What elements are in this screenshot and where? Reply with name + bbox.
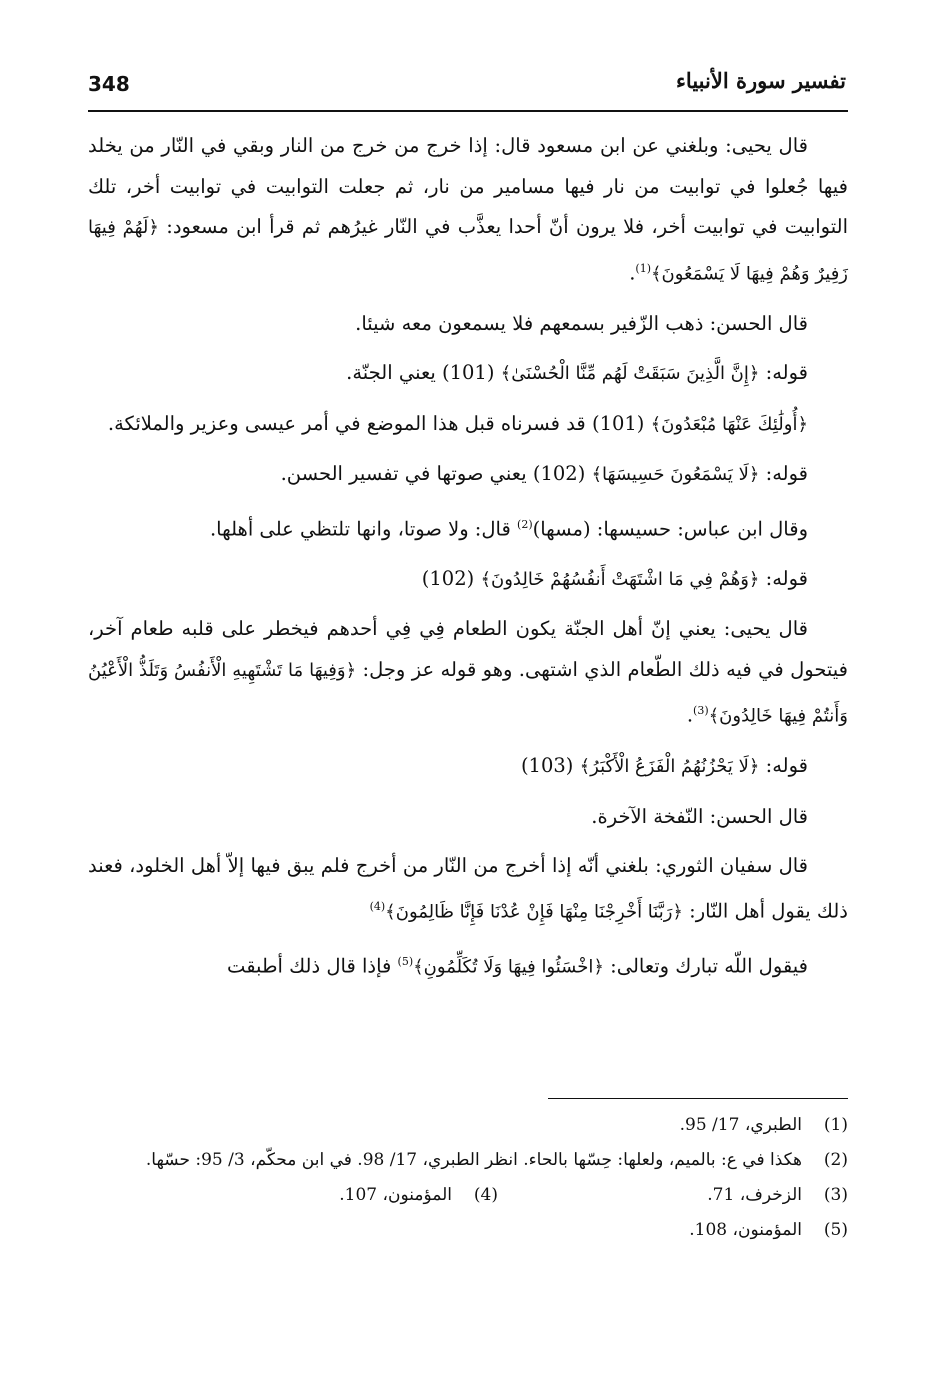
quran-verse: ﴿لَا يَحْزُنُهُمُ الْفَزَعُ الْأَكْبَرُ﴾ [579, 756, 760, 777]
paragraph [88, 609, 848, 737]
paragraph [88, 746, 848, 788]
quran-verse: ﴿وَفِيهَا مَا تَشْتَهِيهِ الْأَنفُسُ وَتَلَذُّ الْأَعْيُنُ وَأَنتُمْ فِيهَا خَالِدُونَ﴾ [88, 659, 848, 727]
footnote-rule [548, 1098, 848, 1099]
footnote-ref: (3) [693, 704, 709, 717]
footnote-row [88, 1178, 848, 1213]
header-rule [88, 110, 848, 112]
paragraph [88, 304, 848, 345]
footnote-4 [148, 1178, 498, 1213]
paragraph-text: قوله: [759, 462, 808, 485]
quran-verse: ﴿اخْسَئُوا فِيهَا وَلَا تُكَلِّمُونِ﴾ [413, 956, 604, 977]
paragraph-text: قال يحيى: يعني إنّ أهل الجنّة يكون الطعام فِي فِي أحدهم فيخطر على قلبه طعام آخر، فيتحول في فيه ذلك الطّعام الذي اشتهى. وهو قوله عز وجل: [88, 617, 849, 681]
paragraph-tail: قال: ولا صوتا، وانها تلتظي على أهلها. [209, 517, 518, 540]
quran-verse: ﴿وَهُمْ فِي مَا اشْتَهَتْ أَنفُسُهُمْ خَالِدُونَ﴾ [480, 568, 760, 590]
paragraph [88, 353, 848, 395]
paragraph [88, 126, 848, 295]
footnotes [88, 1108, 848, 1248]
paragraph-text: قوله: [759, 566, 808, 590]
paragraph-tail: فإذا قال ذلك أطبقت [227, 954, 398, 977]
quran-verse: ﴿لَهُمْ فِيهَا زَفِيرٌ وَهُمْ فِيهَا لَا يَسْمَعُونَ﴾ [88, 217, 848, 284]
footnote-ref: (5) [397, 954, 414, 968]
paragraph [88, 505, 848, 550]
paragraph-tail: (101) يعني الجنّة. [346, 361, 501, 384]
footnote-number: (4) [473, 1185, 498, 1205]
footnote-2 [88, 1143, 848, 1178]
paragraph-tail: (102) يعني صوتها في تفسير الحسن. [280, 462, 592, 485]
footnote-number: (3) [823, 1185, 848, 1205]
paragraph [88, 404, 848, 446]
paragraph-tail: . [629, 261, 636, 284]
footnote-ref: (1) [635, 261, 651, 275]
paragraph [88, 846, 848, 933]
paragraph-tail: . [686, 703, 694, 727]
paragraph-text: فيقول اللّه تبارك وتعالى: [603, 954, 808, 977]
running-title: تفسير سورة الأنبياء [676, 68, 846, 93]
paragraph-tail: (102) [421, 566, 481, 590]
quran-verse: ﴿لَا يَسْمَعُونَ حَسِيسَهَا﴾ [591, 464, 760, 485]
quran-verse: ﴿رَبَّنَا أَخْرِجْنَا مِنْهَا فَإِنْ عُدْنَا فَإِنَّا ظَالِمُونَ﴾ [385, 901, 683, 922]
footnote-ref: (4) [369, 899, 386, 913]
paragraph-text: قال يحيى: وبلغني عن ابن مسعود قال: إذا خرج من خرج من النار وبقي في النّار من يخلد فيها جُعلوا في توابيت من نار فيها مسامير من نار، ثم جعلت التوابيت في توابيت أخر، تلك التوابيت في توابيت أخر، فلا يرون أنّ أحدا يعذَّب في النّار غيرُهم ثم قرأ ابن مسعود: [88, 134, 848, 238]
paragraph [88, 559, 848, 601]
footnote-ref: (2) [517, 517, 533, 531]
footnote-text: المؤمنون، 107. [339, 1185, 452, 1205]
page-number: 348 [88, 72, 130, 96]
paragraph-tail: (101) قد فسرناه قبل هذا الموضع في أمر عيسى وعزير والملائكة. [107, 411, 651, 435]
paragraph-text: قال سفيان الثوري: بلغني أنّه إذا أخرج من النّار من أخرج فلم يبق فيها إلاّ أهل الخلود، فعند ذلك يقول أهل النّار: [88, 854, 848, 922]
paragraph [88, 942, 848, 988]
footnote-text: المؤمنون، 108. [689, 1220, 802, 1240]
quran-verse: ﴿أُولَٰئِكَ عَنْهَا مُبْعَدُونَ﴾ [650, 413, 808, 435]
quran-verse: ﴿إِنَّ الَّذِينَ سَبَقَتْ لَهُم مِّنَّا الْحُسْنَىٰ﴾ [500, 363, 760, 384]
footnote-number: (5) [823, 1220, 848, 1240]
footnote-text: هكذا في ع: بالميم، ولعلها: حِسّها بالحاء. انظر الطبري، 17/ 98. في ابن محكّم، 3/ 95: حسّها. [145, 1150, 802, 1170]
paragraph-text: قال الحسن: ذهب الزّفير بسمعهم فلا يسمعون معه شيئا. [355, 311, 808, 335]
footnote-5 [88, 1213, 848, 1248]
paragraph-text: وقال ابن عباس: حسيسها: (مسها) [532, 517, 808, 540]
footnote-text: الطبري، 17/ 95. [679, 1115, 802, 1135]
footnote-text: الزخرف، 71. [707, 1185, 802, 1205]
paragraph [88, 797, 848, 838]
paragraph-text: قوله: [759, 754, 808, 777]
paragraph-text: قال الحسن: النّفخة الآخرة. [591, 804, 808, 828]
paragraph-text: قوله: [759, 361, 808, 384]
footnote-3 [498, 1178, 848, 1213]
footnote-number: (1) [823, 1115, 848, 1135]
footnote-number: (2) [823, 1150, 848, 1170]
paragraph-tail: (103) [520, 754, 580, 777]
body-text [88, 126, 848, 997]
paragraph [88, 454, 848, 496]
footnote-1 [88, 1108, 848, 1143]
